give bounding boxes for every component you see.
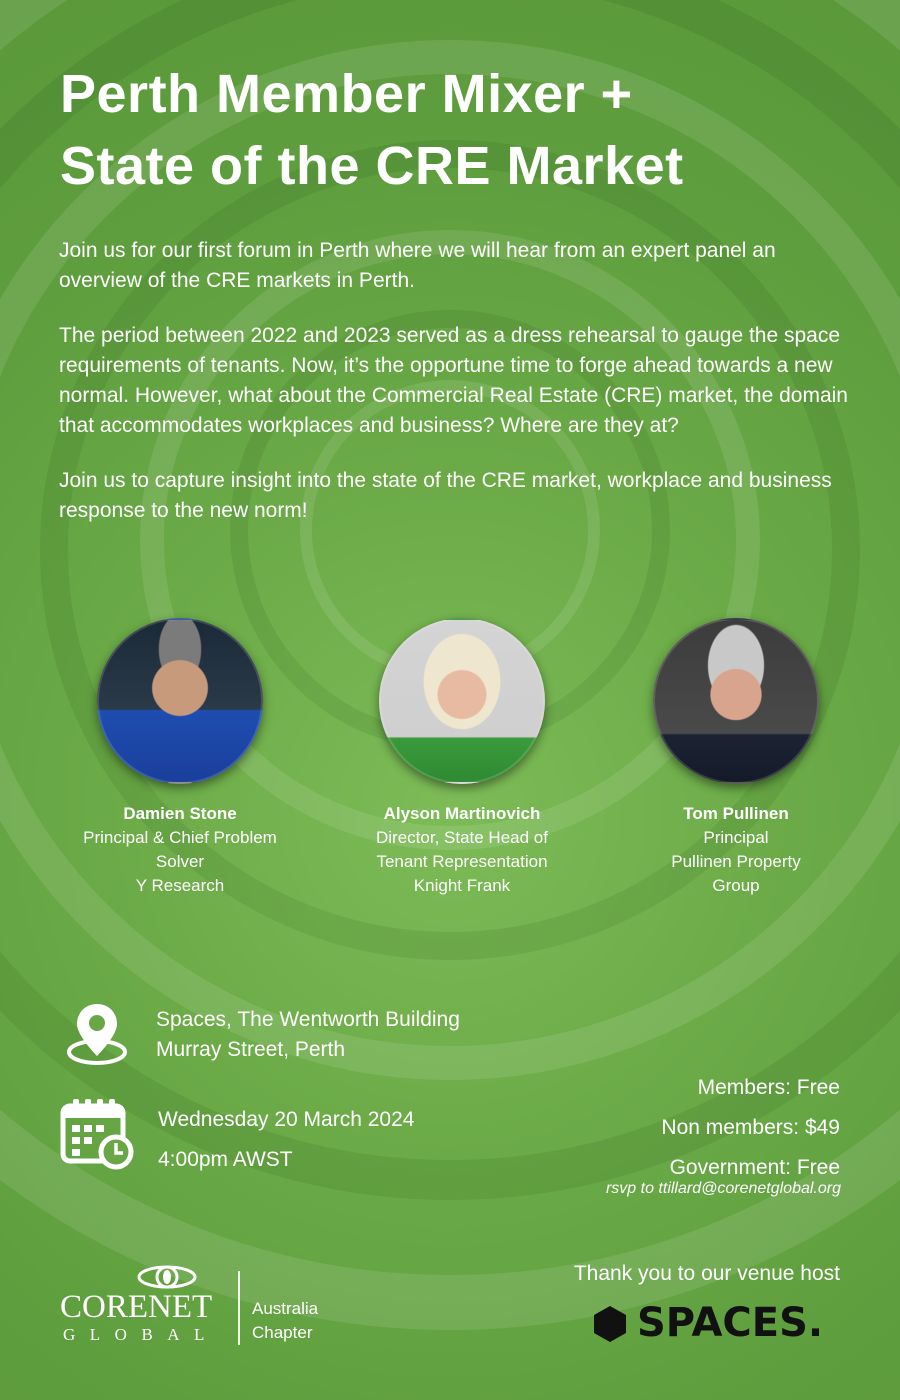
speaker-company: Group — [712, 876, 760, 895]
spaces-wordmark: SPACES. — [637, 1300, 824, 1346]
location-line-2: Murray Street, Perth — [156, 1038, 346, 1061]
event-location — [156, 1005, 460, 1065]
speaker-company: Y Research — [135, 876, 225, 895]
description-paragraph: The period between 2022 and 2023 served as a dress rehearsal to gauge the space requirements of tenants. Now, it’s the opportune time to forge ahead towards a new normal. However, what about the Commercial Real Estate (CRE) market, the domain that accommodates workplaces and business? Where are they at? — [59, 324, 848, 437]
speaker-name: Alyson Martinovich — [383, 804, 541, 823]
speaker-photo — [97, 618, 263, 784]
event-description — [59, 236, 849, 551]
event-date: Wednesday 20 March 2024 — [158, 1108, 415, 1131]
location-pin-icon — [66, 1000, 128, 1070]
speaker-photo — [653, 618, 819, 784]
description-paragraph: Join us for our first forum in Perth where we will hear from an expert panel an overview of the CRE markets in Perth. — [59, 239, 776, 292]
speaker-card-damien-stone — [65, 618, 295, 898]
price-members: Members: Free — [697, 1076, 840, 1099]
chapter-line-1: Australia — [252, 1299, 319, 1318]
event-datetime — [158, 1100, 414, 1180]
event-title-line-2: State of the CRE Market — [60, 136, 684, 196]
speaker-card-alyson-martinovich — [347, 618, 577, 898]
hexagon-icon — [592, 1305, 628, 1343]
speaker-name: Damien Stone — [123, 804, 237, 823]
sponsor-thanks: Thank you to our venue host — [573, 1262, 840, 1285]
logo-divider — [238, 1271, 240, 1345]
speaker-company: Knight Frank — [413, 876, 511, 895]
rsvp-link[interactable]: rsvp to ttillard@corenetglobal.org — [605, 1180, 841, 1197]
speaker-photo — [379, 618, 545, 784]
price-non-members: Non members: $49 — [661, 1116, 840, 1139]
event-time: 4:00pm AWST — [158, 1148, 293, 1171]
speaker-name: Tom Pullinen — [683, 804, 789, 823]
speaker-role: Director, State Head of — [376, 828, 548, 847]
calendar-clock-icon — [60, 1096, 134, 1170]
speaker-company: Pullinen Property — [671, 852, 801, 871]
spaces-logo — [592, 1300, 822, 1350]
chapter-line-2: Chapter — [252, 1323, 313, 1342]
location-line-1: Spaces, The Wentworth Building — [156, 1008, 460, 1031]
speaker-role: Tenant Representation — [376, 852, 548, 871]
logo-subtitle: GLOBAL — [63, 1325, 219, 1344]
event-title — [60, 58, 860, 202]
logo-wordmark: CORENET — [60, 1289, 213, 1325]
speaker-role: Principal — [703, 828, 769, 847]
event-title-line-1: Perth Member Mixer + — [60, 64, 633, 124]
corenet-mark-icon — [136, 1265, 198, 1289]
speaker-role: Principal & Chief Problem — [83, 828, 277, 847]
speaker-card-tom-pullinen — [621, 618, 851, 898]
chapter-label — [252, 1297, 318, 1345]
description-paragraph: Join us to capture insight into the state of the CRE market, workplace and business response to the new norm! — [59, 469, 832, 522]
price-government: Government: Free — [669, 1156, 840, 1179]
pricing-list — [661, 1068, 840, 1188]
speaker-role: Solver — [155, 852, 205, 871]
corenet-logo — [60, 1265, 340, 1355]
